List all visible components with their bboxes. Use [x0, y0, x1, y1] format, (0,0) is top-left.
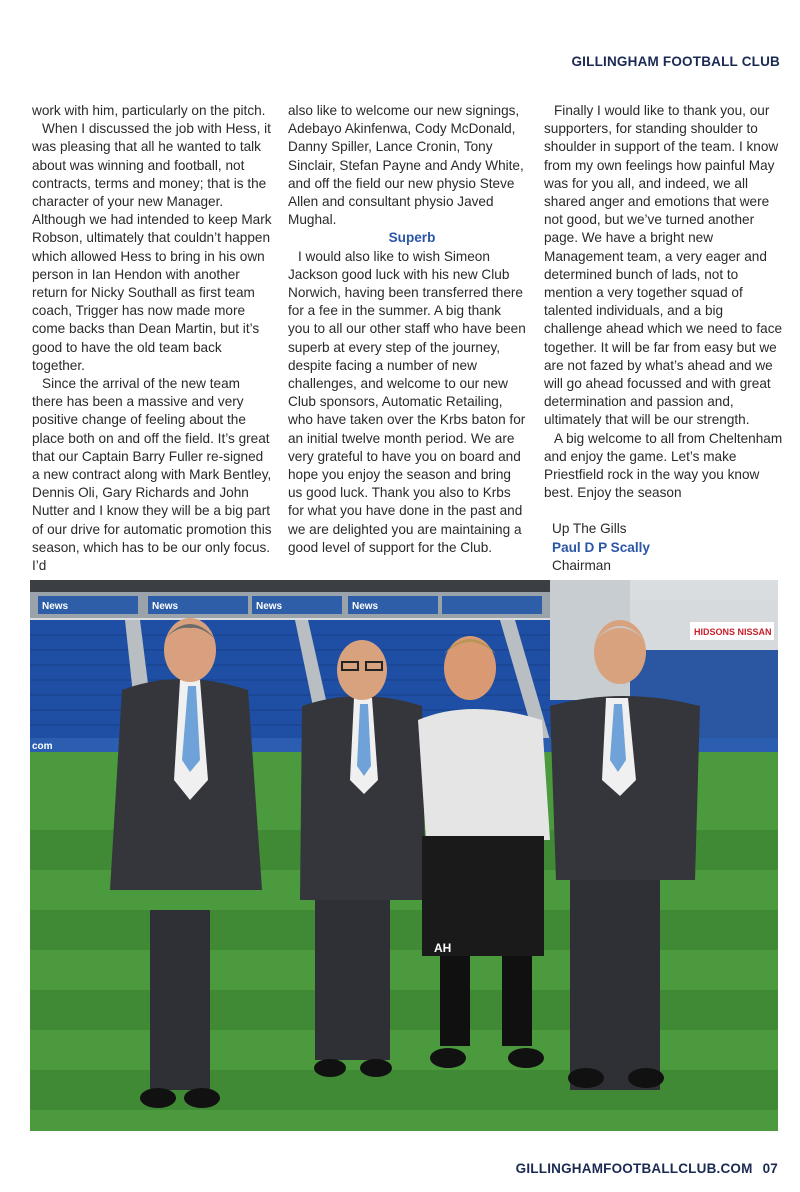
club-header: GILLINGHAM FOOTBALL CLUB [571, 54, 780, 69]
advert-board-text: News [152, 601, 179, 612]
shorts-initials: AH [434, 941, 452, 955]
paragraph: A big welcome to all from Cheltenham and enjoy the game. Let’s make Priestfield rock in the way you know best. Enjoy the season [544, 430, 783, 501]
advert-board-text: News [42, 601, 69, 612]
article-column-2 [288, 102, 526, 557]
paragraph: work with him, particularly on the pitch. [32, 103, 266, 118]
advert-board-text: News [352, 601, 379, 612]
paragraph: I would also like to wish Simeon Jackson good luck with his new Club Norwich, having been transferred there for a fee in the summer. A big thank you to all our other staff who have been superb at every step of the journey, despite facing a number of new challenges, and welcome to our new Club sponsors, Automatic Retailing, who have taken over the Krbs baton for an initial twelve month period. We are very grateful to have you on board and hope you enjoy the season and bring us good luck. Thank you also to Krbs for what you have done in the past and we are delighted you are maintaining a good level of support for the Club. [288, 248, 526, 555]
page-footer [516, 1161, 778, 1176]
paragraph: Finally I would like to thank you, our supporters, for standing shoulder to shoulder in support of the team. I know from my own feelings how painful May was for you all, and indeed, we all shared anger and emotions that were not good, but we’ve turned another page. We have a bright new Management team, a very eager and determined bunch of lads, not to mention a very together squad of talented individuals, and a big challenge ahead which we need to face together. It will be far from easy but we are not fazed by what’s ahead and we will go ahead focussed and with great determination and passion and, ultimately that will be our strength. [544, 103, 783, 428]
advert-text: com [32, 741, 53, 752]
signature-block [544, 520, 784, 575]
signer-title: Chairman [552, 557, 611, 573]
advert-board-text: News [256, 601, 283, 612]
article-column-1 [32, 102, 272, 575]
signoff: Up The Gills [552, 521, 627, 537]
website-url: GILLINGHAMFOOTBALLCLUB.COM [515, 1161, 753, 1176]
signer-name: Paul D P Scally [552, 539, 650, 555]
paragraph: also like to welcome our new signings, Adebayo Akinfenwa, Cody McDonald, Danny Spiller, Lance Cronin, Tony Sinclair, Stefan Payne and Andy White, and off the field our new physio Steve Allen and consultant physio Javed Mughal. [288, 103, 524, 228]
paragraph: Since the arrival of the new team there has been a massive and very positive change of feeling about the place both on and off the field. It’s great that our Captain Barry Fuller re-signed a new contract along with Mark Bentley, Dennis Oli, Gary Richards and John Nutter and I know they will be a big part of our drive for automatic promotion this season, which has to be our only focus. I’d [32, 376, 272, 574]
section-subheading: Superb [388, 230, 436, 246]
article-column-3 [544, 102, 784, 575]
paragraph: When I discussed the job with Hess, it was pleasing that all he wanted to talk about was winning and football, not contracts, terms and money; that is the character of your new Manager. Although we had intended to keep Mark Robson, ultimately that couldn’t happen which allowed Hess to bring in his own person in Ian Hendon with another return for Nicky Southall as first team coach, Trigger has now made more come backs than Dean Martin, but it’s good to have the old team back together. [32, 121, 272, 373]
sponsor-sign: HIDSONS NISSAN [694, 627, 772, 637]
team-photo [30, 580, 778, 1131]
page-number: 07 [762, 1161, 778, 1176]
